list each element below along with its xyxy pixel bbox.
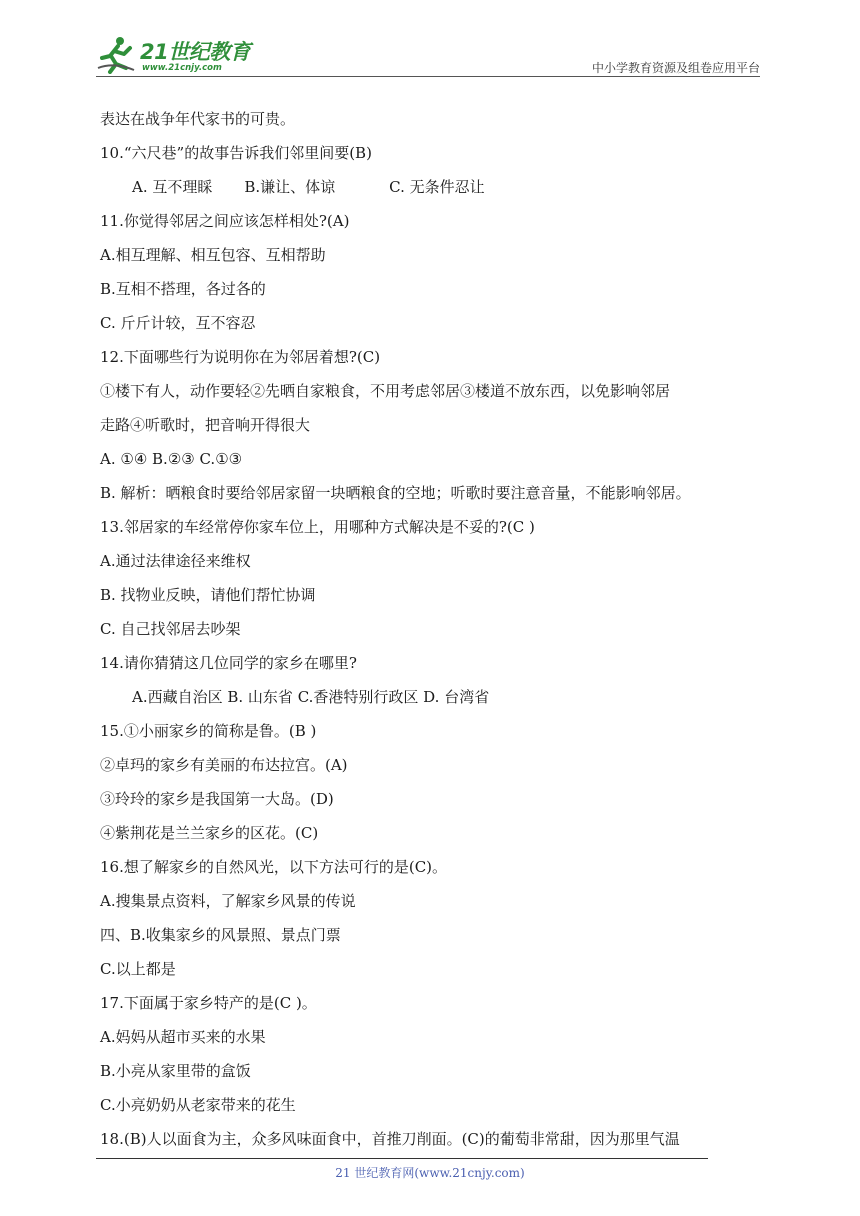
question-14: 14.请你猜猜这几位同学的家乡在哪里? — [100, 654, 357, 672]
sub-question: ④紫荆花是兰兰家乡的区花。(C) — [100, 824, 319, 842]
option-line: B.小亮从家里带的盒饭 — [100, 1062, 251, 1080]
question-18: 18.(B)人以面食为主，众多风味面食中，首推刀削面。(C)的葡萄非常甜，因为那里气温 — [100, 1130, 680, 1148]
statement-line: 走路④听歌时，把音响开得很大 — [100, 416, 311, 434]
question-17: 17.下面属于家乡特产的是(C )。 — [100, 994, 317, 1012]
logo — [96, 30, 286, 78]
question-13: 13.邻居家的车经常停你家车位上，用哪种方式解决是不妥的?(C ) — [100, 518, 535, 536]
question-15: 15.①小丽家乡的简称是鲁。(B ) — [100, 722, 317, 740]
sub-question: ②卓玛的家乡有美丽的布达拉宫。(A) — [100, 756, 348, 774]
document-body — [100, 102, 770, 1156]
page-header — [96, 30, 760, 78]
option-b: B.谦让、体谅 — [244, 178, 336, 196]
footer-text: 21 世纪教育网(www.21cnjy.com) — [335, 1166, 525, 1180]
option-c: C. 无条件忍让 — [389, 178, 485, 196]
option-line: B.互相不搭理，各过各的 — [100, 280, 266, 298]
question-11: 11.你觉得邻居之间应该怎样相处?(A) — [100, 212, 350, 230]
option-line: A.通过法律途径来维权 — [100, 552, 251, 570]
option-line: A.妈妈从超市买来的水果 — [100, 1028, 266, 1046]
sub-question: ③玲玲的家乡是我国第一大岛。(D) — [100, 790, 334, 808]
footer-divider — [96, 1158, 708, 1159]
option-line: A.相互理解、相互包容、互相帮助 — [100, 246, 326, 264]
question-10: 10.“六尺巷”的故事告诉我们邻里间要(B) — [100, 144, 372, 162]
option-line: C. 斤斤计较，互不容忍 — [100, 314, 256, 332]
logo-text: 21世纪教育 — [140, 40, 251, 64]
question-12: 12.下面哪些行为说明你在为邻居着想?(C) — [100, 348, 381, 366]
runner-logo-icon — [96, 34, 136, 74]
option-line: A.西藏自治区 B. 山东省 C.香港特别行政区 D. 台湾省 — [132, 688, 490, 706]
logo-url: www.21cnjy.com — [142, 63, 222, 73]
analysis-line: B. 解析：晒粮食时要给邻居家留一块晒粮食的空地；听歌时要注意音量，不能影响邻居。 — [100, 484, 691, 502]
question-16: 16.想了解家乡的自然风光，以下方法可行的是(C)。 — [100, 858, 448, 876]
header-divider — [96, 76, 760, 77]
option-line: C.小亮奶奶从老家带来的花生 — [100, 1096, 296, 1114]
option-line: A.搜集景点资料，了解家乡风景的传说 — [100, 892, 356, 910]
option-line: B. 找物业反映，请他们帮忙协调 — [100, 586, 316, 604]
statement-line: ①楼下有人，动作要轻②先晒自家粮食，不用考虑邻居③楼道不放东西，以免影响邻居 — [100, 382, 671, 400]
text-line: 表达在战争年代家书的可贵。 — [100, 110, 296, 128]
option-line: C. 自己找邻居去吵架 — [100, 620, 241, 638]
option-a: A. 互不理睬 — [132, 178, 213, 196]
option-line: A. ①④ B.②③ C.①③ — [100, 450, 243, 468]
option-line: 四、B.收集家乡的风景照、景点门票 — [100, 926, 341, 944]
option-line: C.以上都是 — [100, 960, 176, 978]
header-platform-text: 中小学教育资源及组卷应用平台 — [591, 61, 760, 75]
question-10-options — [100, 170, 770, 204]
